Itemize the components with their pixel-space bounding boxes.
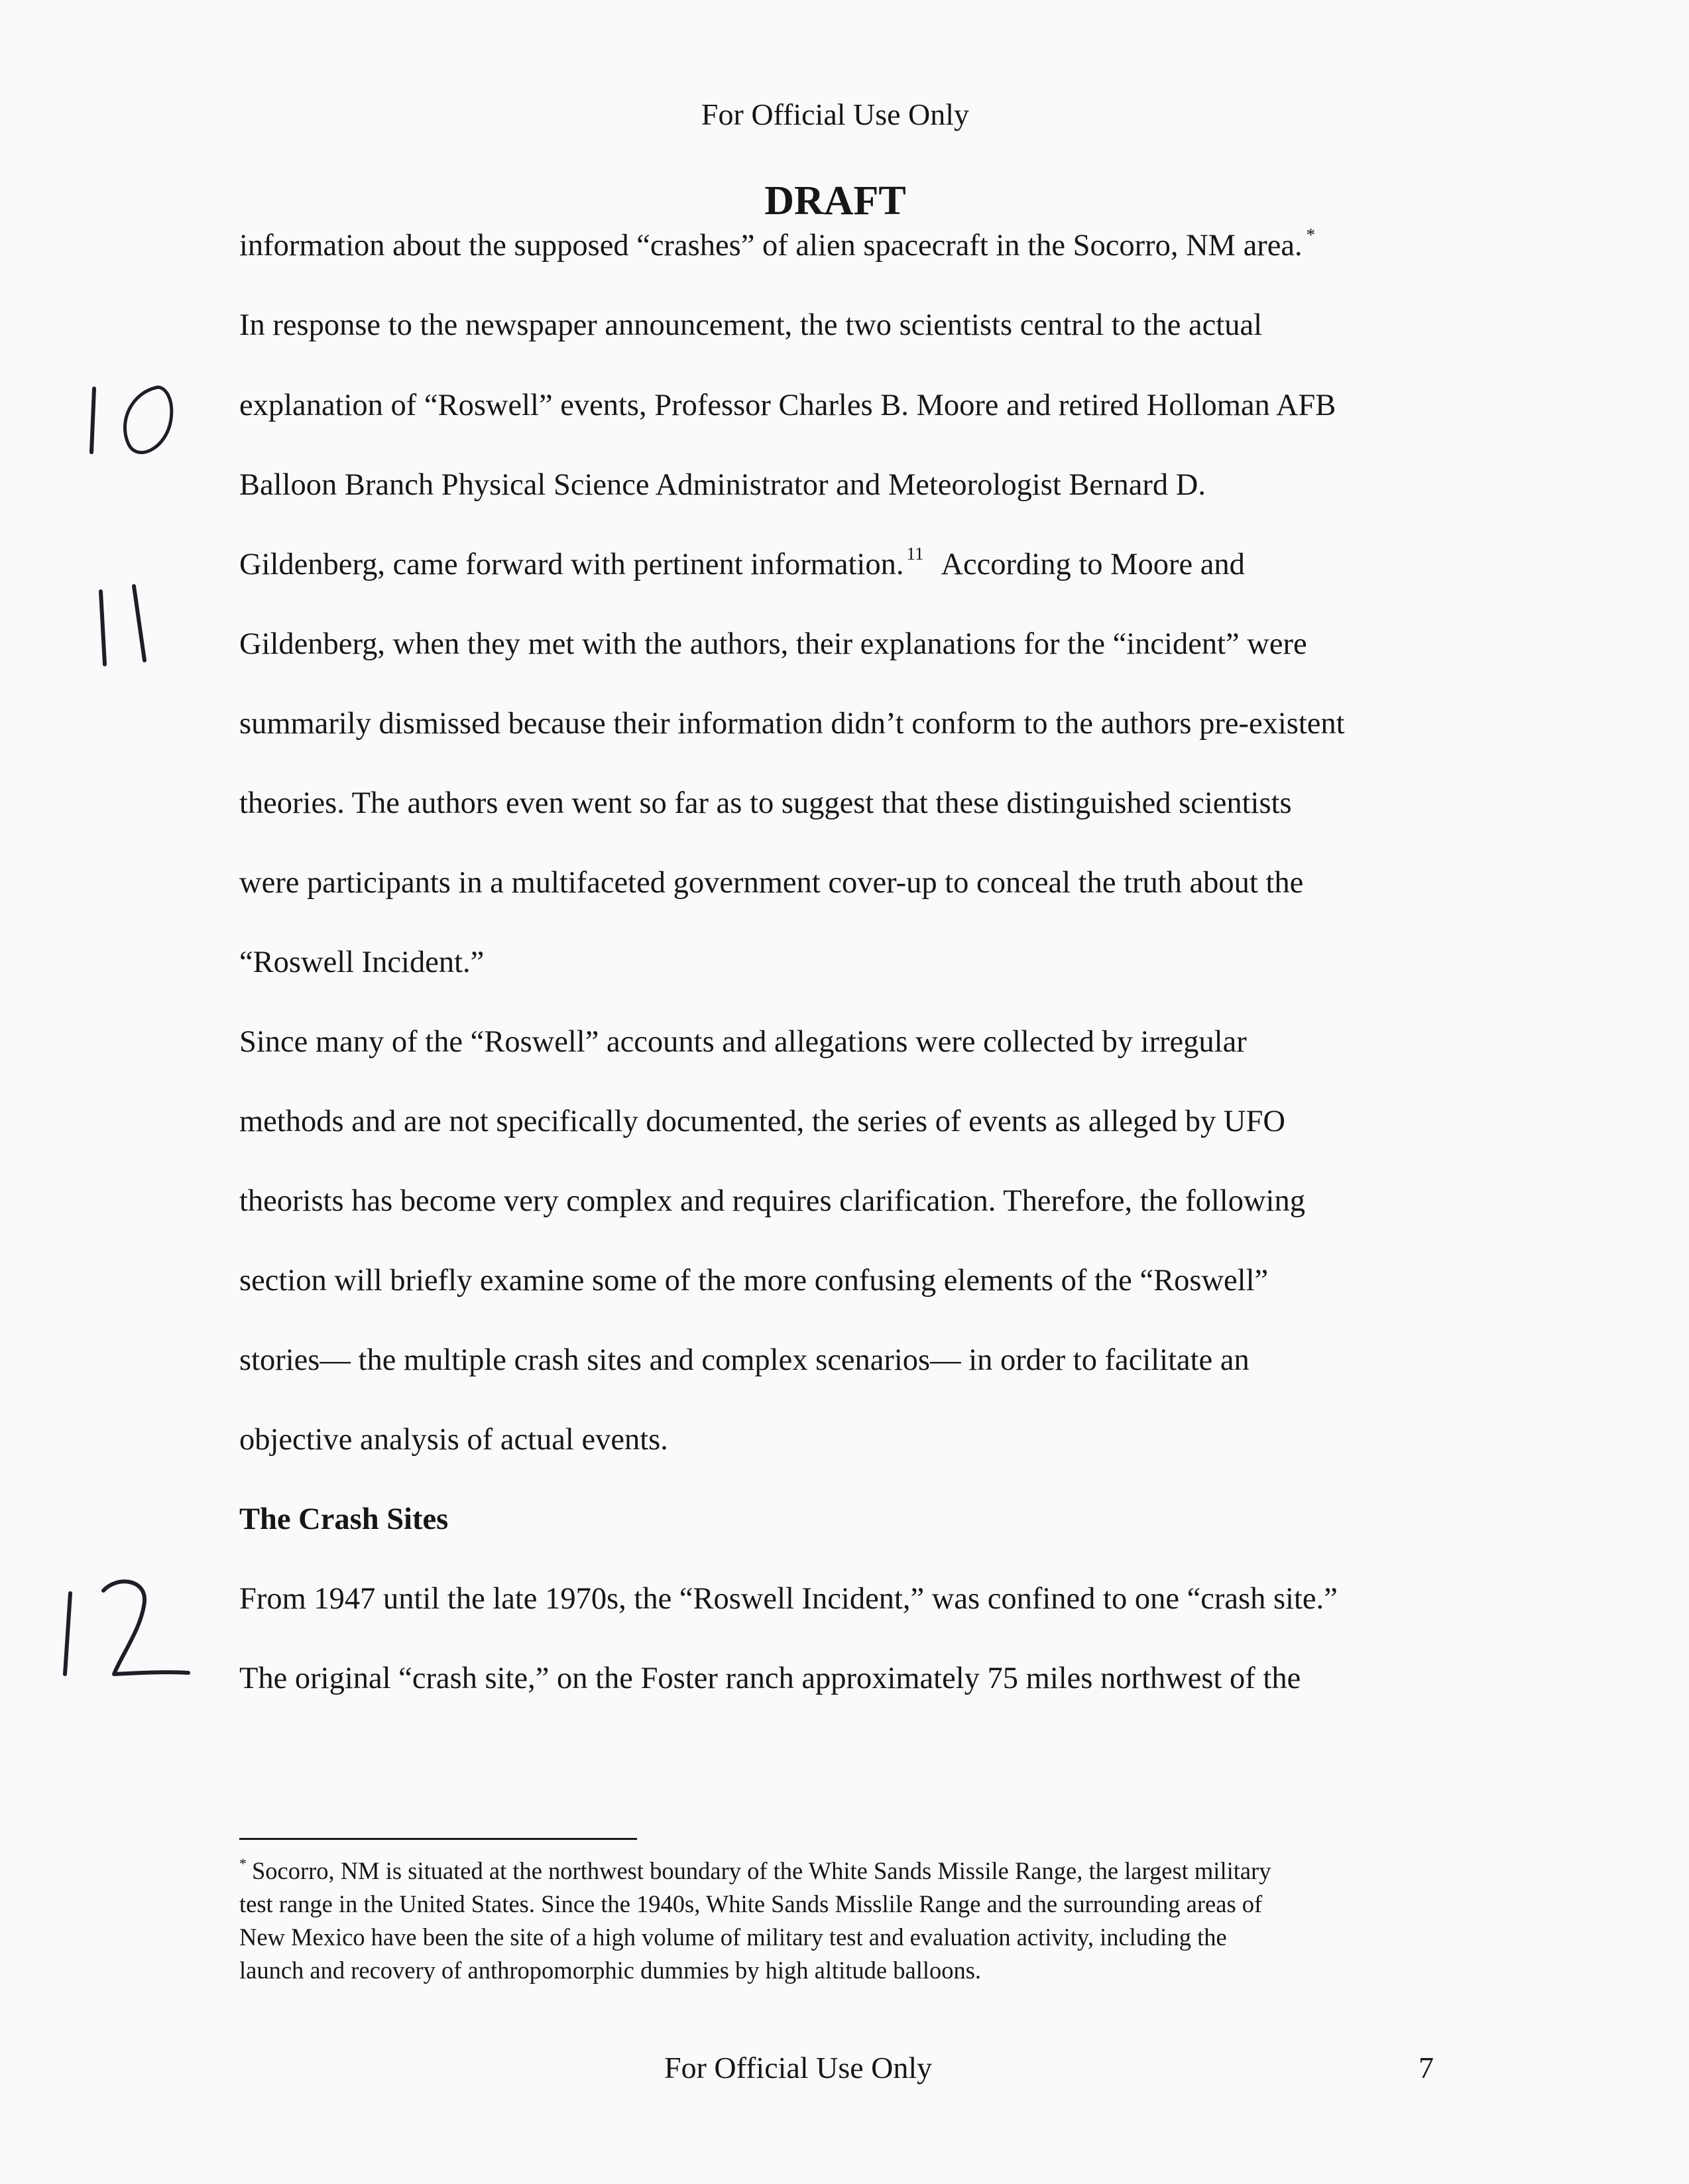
- handwritten-note-12: [53, 1575, 199, 1687]
- footnote-marker: *: [1306, 225, 1316, 245]
- body-line: “Roswell Incident.”: [239, 945, 485, 979]
- body-line: information about the supposed “crashes” of alien spacecraft in the Socorro, NM area. *: [239, 225, 1316, 263]
- footnote-divider: [239, 1838, 637, 1840]
- body-line: In response to the newspaper announcement, the two scientists central to the actual: [239, 308, 1263, 342]
- body-line: objective analysis of actual events.: [239, 1423, 668, 1457]
- body-line: summarily dismissed because their information didn’t conform to the authors pre-existent: [239, 707, 1345, 741]
- body-line: From 1947 until the late 1970s, the “Roswell Incident,” was confined to one “crash site.”: [239, 1582, 1338, 1616]
- body-line: Gildenberg, came forward with pertinent information. $^{11}$ According to Moore and: [239, 544, 1245, 581]
- section-heading: The Crash Sites: [239, 1502, 449, 1536]
- body-line: Balloon Branch Physical Science Administrator and Meteorologist Bernard D.: [239, 468, 1206, 502]
- endnote-reference: 11: [906, 544, 924, 564]
- footnote-marker: *: [239, 1855, 247, 1872]
- body-line: theorists has become very complex and requires clarification. Therefore, the following: [239, 1184, 1305, 1218]
- body-line: methods and are not specifically documented, the series of events as alleged by UFO: [239, 1105, 1285, 1138]
- handwritten-note-10: [80, 378, 192, 464]
- footnote-line: New Mexico have been the site of a high volume of military test and evaluation activity, including the: [239, 1923, 1227, 1951]
- classification-footer: For Official Use Only: [664, 2051, 933, 2085]
- body-line: The original “crash site,” on the Foster ranch approximately 75 miles northwest of the: [239, 1662, 1301, 1695]
- footnote-line: launch and recovery of anthropomorphic dummies by high altitude balloons.: [239, 1957, 982, 1984]
- page-number: 7: [1419, 2051, 1434, 2085]
- body-line: stories— the multiple crash sites and complex scenarios— in order to facilitate an: [239, 1343, 1250, 1377]
- body-line: Gildenberg, when they met with the authors, their explanations for the “incident” were: [239, 627, 1307, 661]
- body-line: Since many of the “Roswell” accounts and allegations were collected by irregular: [239, 1025, 1247, 1059]
- body-line: theories. The authors even went so far as to suggest that these distinguished scientists: [239, 786, 1292, 820]
- footnote-line: * Socorro, NM is situated at the northwest boundary of the White Sands Missile Range, the largest military: [239, 1855, 1271, 1884]
- handwritten-note-11: [86, 583, 166, 676]
- draft-title: DRAFT: [764, 178, 906, 223]
- body-line: section will briefly examine some of the more confusing elements of the “Roswell”: [239, 1264, 1269, 1298]
- classification-header: For Official Use Only: [701, 97, 970, 131]
- body-line: explanation of “Roswell” events, Professor Charles B. Moore and retired Holloman AFB: [239, 389, 1336, 422]
- footnote-line: test range in the United States. Since the 1940s, White Sands Misslile Range and the surrounding areas of: [239, 1890, 1263, 1917]
- body-line: were participants in a multifaceted government cover-up to conceal the truth about the: [239, 866, 1304, 900]
